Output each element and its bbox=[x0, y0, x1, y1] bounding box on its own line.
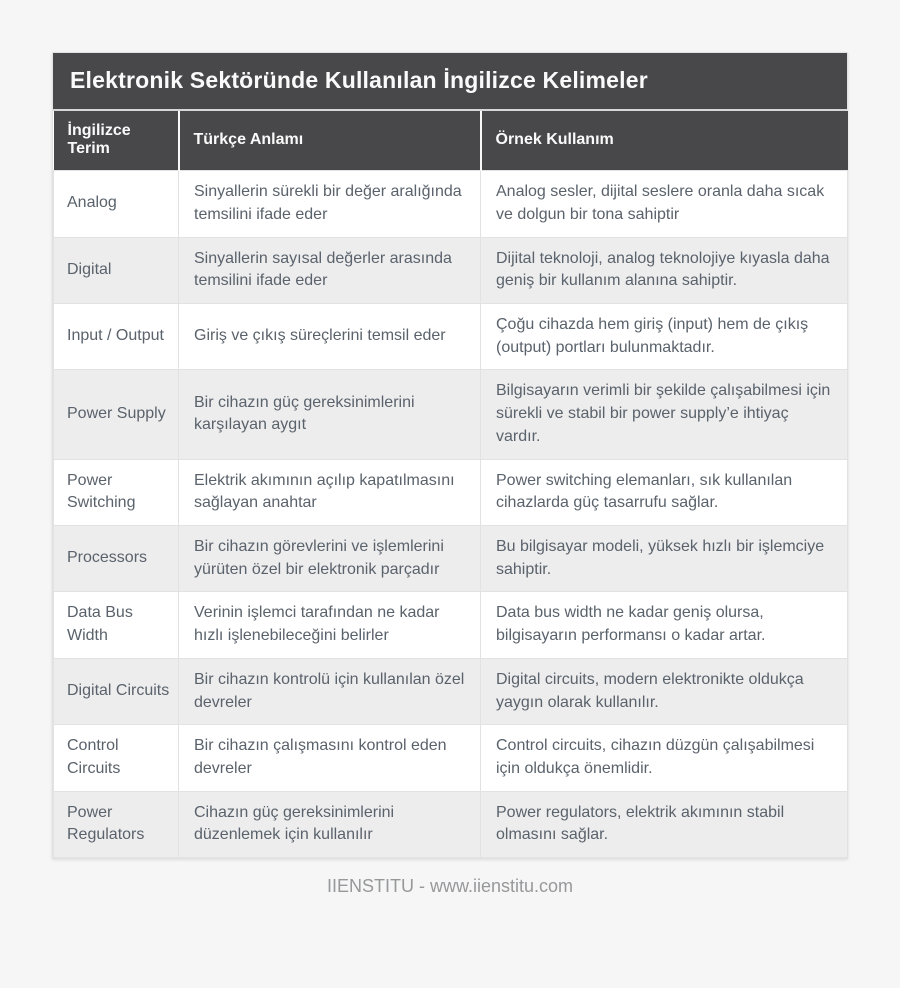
table-row bbox=[54, 658, 848, 724]
vocabulary-table bbox=[53, 111, 848, 859]
term-cell: Input / Output bbox=[54, 303, 179, 369]
table-header bbox=[54, 111, 848, 171]
example-cell: Bu bilgisayar modeli, yüksek hızlı bir işlemciye sahiptir. bbox=[481, 526, 848, 592]
table-row bbox=[54, 791, 848, 857]
column-header-english-term: İngilizce Terim bbox=[54, 111, 179, 171]
term-cell: Power Regulators bbox=[54, 791, 179, 857]
example-cell: Control circuits, cihazın düzgün çalışabilmesi için oldukça önemlidir. bbox=[481, 725, 848, 791]
example-cell: Çoğu cihazda hem giriş (input) hem de çıkış (output) portları bulunmaktadır. bbox=[481, 303, 848, 369]
table-row bbox=[54, 592, 848, 658]
table-row bbox=[54, 526, 848, 592]
example-cell: Data bus width ne kadar geniş olursa, bilgisayarın performansı o kadar artar. bbox=[481, 592, 848, 658]
table-row bbox=[54, 171, 848, 237]
term-cell: Data Bus Width bbox=[54, 592, 179, 658]
card-title-bar bbox=[53, 53, 847, 111]
column-header-example-usage: Örnek Kullanım bbox=[481, 111, 848, 171]
column-header-turkish-meaning: Türkçe Anlamı bbox=[179, 111, 481, 171]
meaning-cell: Bir cihazın çalışmasını kontrol eden devreler bbox=[179, 725, 481, 791]
table-row bbox=[54, 303, 848, 369]
term-cell: Control Circuits bbox=[54, 725, 179, 791]
term-cell: Power Switching bbox=[54, 459, 179, 525]
example-cell: Power switching elemanları, sık kullanılan cihazlarda güç tasarrufu sağlar. bbox=[481, 459, 848, 525]
term-cell: Power Supply bbox=[54, 370, 179, 459]
term-cell: Digital Circuits bbox=[54, 658, 179, 724]
header-row bbox=[54, 111, 848, 171]
table-body bbox=[54, 171, 848, 858]
meaning-cell: Sinyallerin sürekli bir değer aralığında temsilini ifade eder bbox=[179, 171, 481, 237]
meaning-cell: Bir cihazın kontrolü için kullanılan özel devreler bbox=[179, 658, 481, 724]
table-row bbox=[54, 725, 848, 791]
example-cell: Dijital teknoloji, analog teknolojiye kıyasla daha geniş bir kullanım alanına sahiptir. bbox=[481, 237, 848, 303]
example-cell: Power regulators, elektrik akımının stabil olmasını sağlar. bbox=[481, 791, 848, 857]
meaning-cell: Bir cihazın güç gereksinimlerini karşılayan aygıt bbox=[179, 370, 481, 459]
vocabulary-table-card bbox=[52, 52, 848, 859]
meaning-cell: Bir cihazın görevlerini ve işlemlerini yürüten özel bir elektronik parçadır bbox=[179, 526, 481, 592]
meaning-cell: Elektrik akımının açılıp kapatılmasını sağlayan anahtar bbox=[179, 459, 481, 525]
example-cell: Analog sesler, dijital seslere oranla daha sıcak ve dolgun bir tona sahiptir bbox=[481, 171, 848, 237]
meaning-cell: Sinyallerin sayısal değerler arasında temsilini ifade eder bbox=[179, 237, 481, 303]
meaning-cell: Cihazın güç gereksinimlerini düzenlemek için kullanılır bbox=[179, 791, 481, 857]
term-cell: Analog bbox=[54, 171, 179, 237]
example-cell: Digital circuits, modern elektronikte oldukça yaygın olarak kullanılır. bbox=[481, 658, 848, 724]
meaning-cell: Giriş ve çıkış süreçlerini temsil eder bbox=[179, 303, 481, 369]
example-cell: Bilgisayarın verimli bir şekilde çalışabilmesi için sürekli ve stabil bir power supply’e ihtiyaç vardır. bbox=[481, 370, 848, 459]
meaning-cell: Verinin işlemci tarafından ne kadar hızlı işlenebileceğini belirler bbox=[179, 592, 481, 658]
table-row bbox=[54, 459, 848, 525]
table-row bbox=[54, 237, 848, 303]
term-cell: Processors bbox=[54, 526, 179, 592]
page-title: Elektronik Sektöründe Kullanılan İngilizce Kelimeler bbox=[70, 67, 648, 93]
term-cell: Digital bbox=[54, 237, 179, 303]
footer-branding: IIENSTITU - www.iienstitu.com bbox=[326, 876, 574, 897]
table-row bbox=[54, 370, 848, 459]
